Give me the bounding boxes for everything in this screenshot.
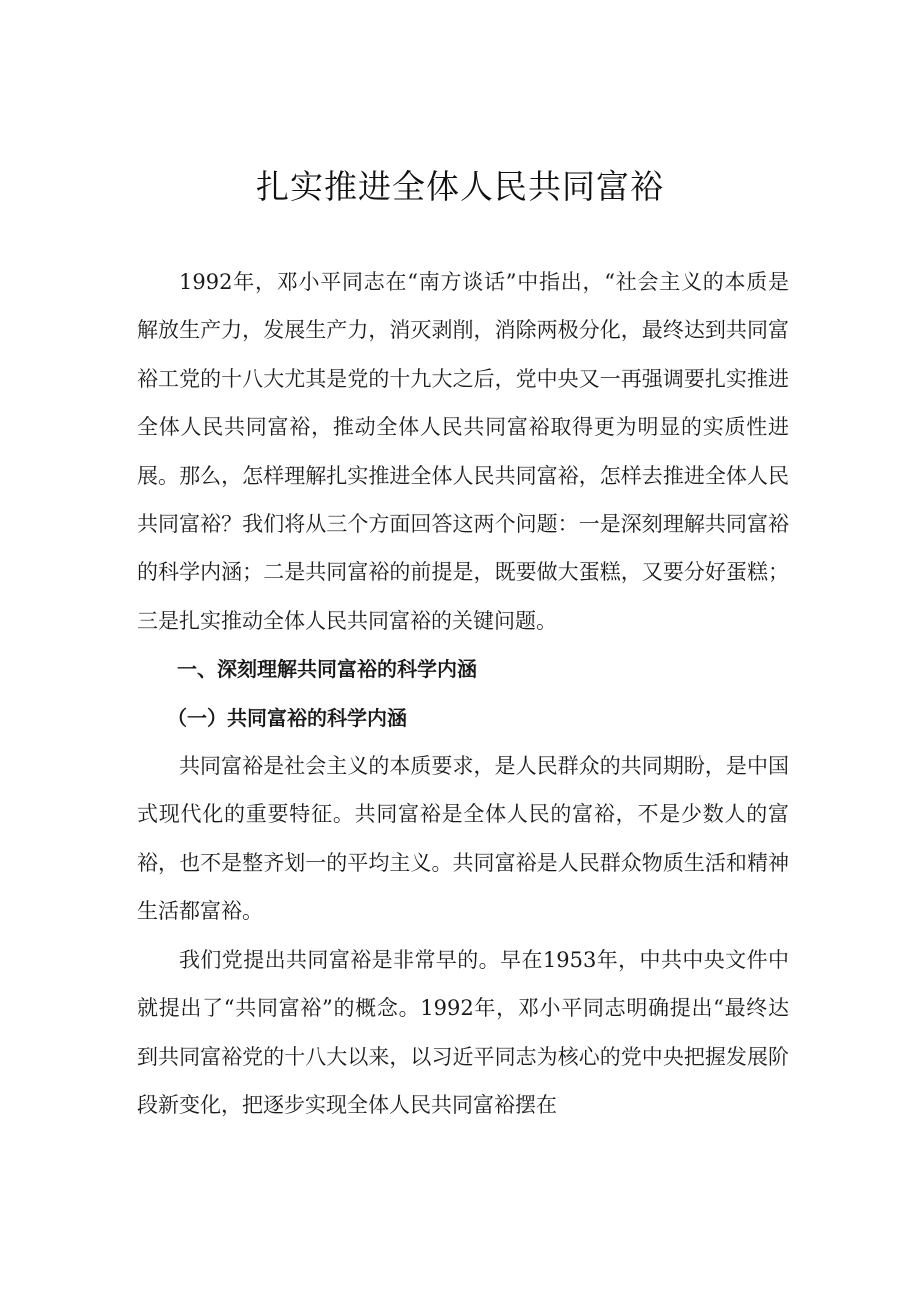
document-title: 扎实推进全体人民共同富裕 [256, 167, 664, 206]
subsection-heading: （一）共同富裕的科学内涵 [167, 705, 407, 730]
intro-paragraph: 1992年，邓小平同志在“南方谈话”中指出，“社会主义的本质是解放生产力，发展生产力，消灭剥削，消除两极分化，最终达到共同富裕工党的十八大尤其是党的十九大之后，党中央又一再强调要扎实推进全体人民共同富裕，推动全体人民共同富裕取得更为明显的实质性进展。那么，怎样理解扎实推进全体人民共同富裕，怎样去推进全体人民共同富裕？我们将从三个方面回答这两个问题：一是深刻理解共同富裕的科学内涵；二是共同富裕的前提是，既要做大蛋糕，又要分好蛋糕；三是扎实推动全体人民共同富裕的关键问题。 [137, 270, 789, 633]
body-paragraph: 共同富裕是社会主义的本质要求，是人民群众的共同期盼，是中国式现代化的重要特征。共同富裕是全体人民的富裕，不是少数人的富裕，也不是整齐划一的平均主义。共同富裕是人民群众物质生活和精神生活都富裕。 [137, 754, 789, 924]
body-paragraph: 我们党提出共同富裕是非常早的。早在1953年，中共中央文件中就提出了“共同富裕”的概念。1992年，邓小平同志明确提出“最终达到共同富裕党的十八大以来，以习近平同志为核心的党中央把握发展阶段新变化，把逐步实现全体人民共同富裕摆在 [137, 947, 789, 1117]
document-body [137, 258, 789, 1129]
section-heading: 一、深刻理解共同富裕的科学内涵 [177, 657, 477, 682]
